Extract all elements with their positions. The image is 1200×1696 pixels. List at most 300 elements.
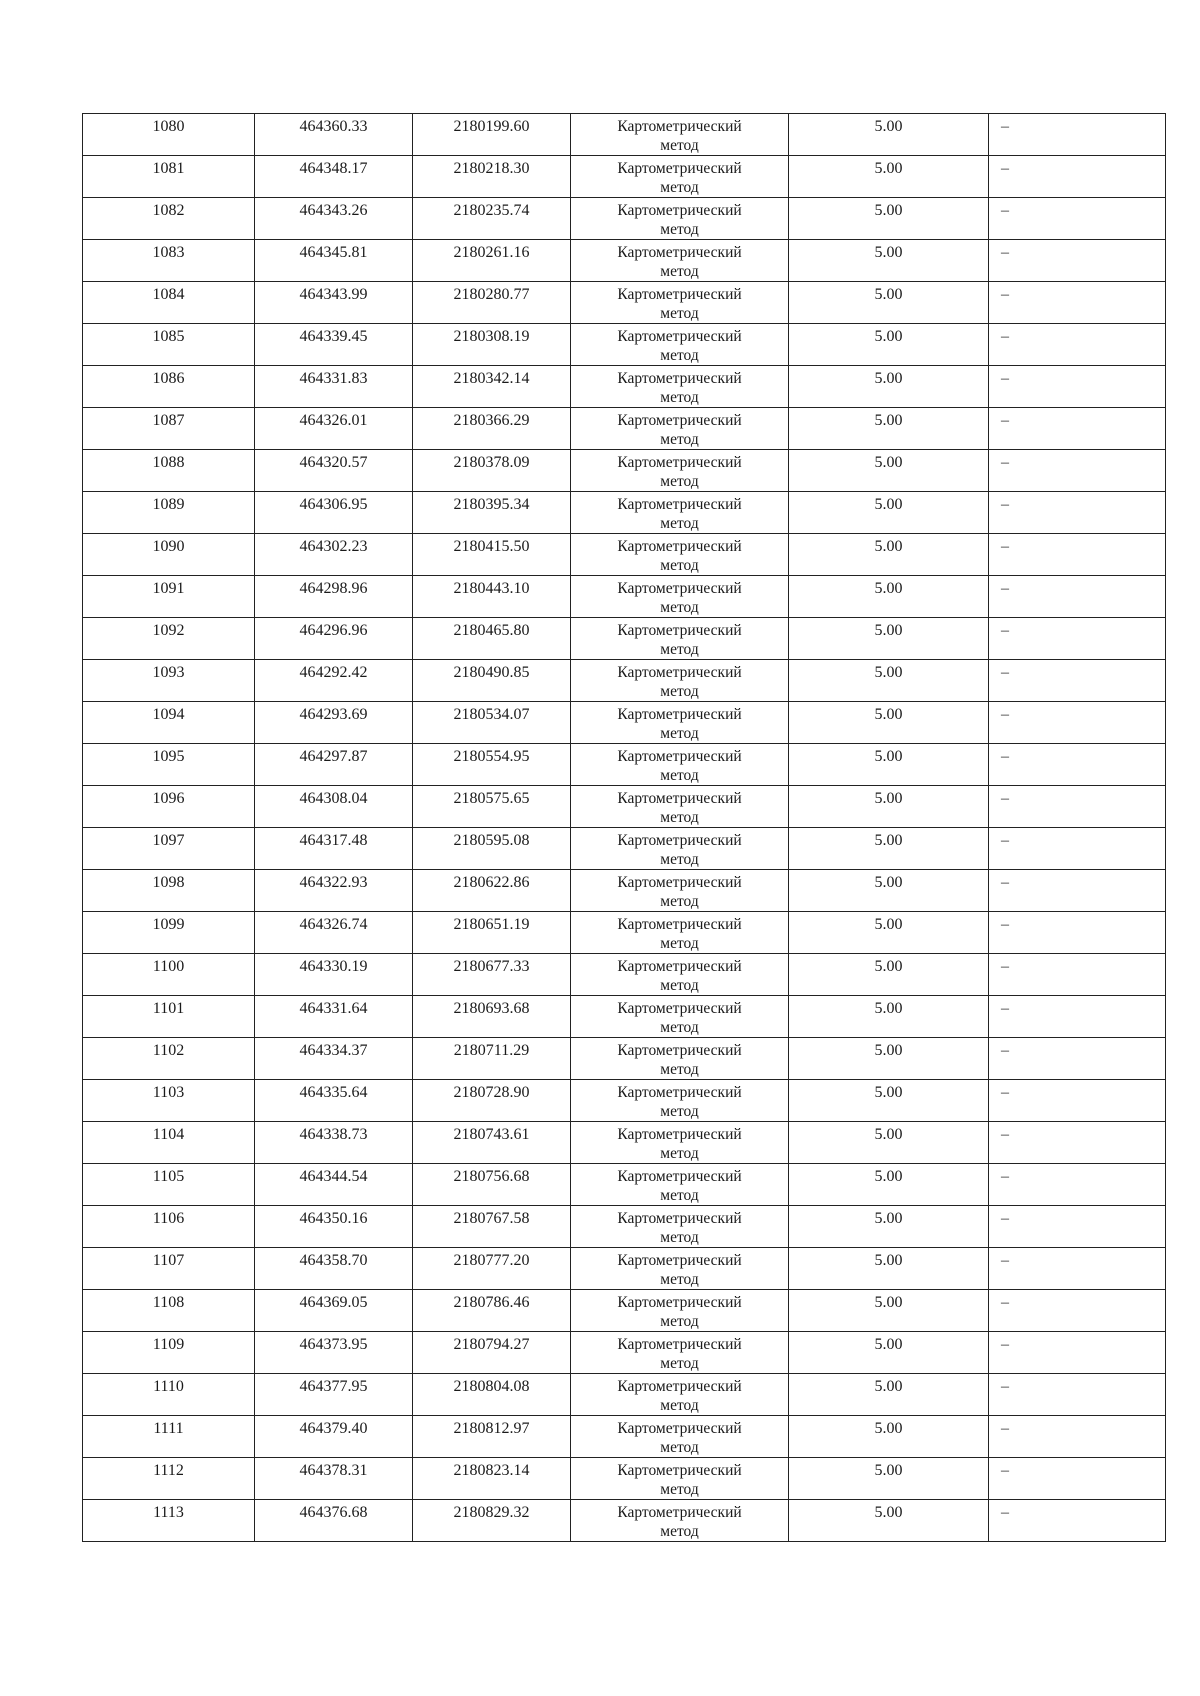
y-coordinate-cell: 2180218.30 bbox=[413, 156, 571, 198]
method-line-2: метод bbox=[660, 683, 699, 700]
note-cell: – bbox=[989, 114, 1166, 156]
table-row bbox=[83, 366, 1166, 408]
table-row bbox=[83, 1122, 1166, 1164]
y-coordinate-cell: 2180786.46 bbox=[413, 1290, 571, 1332]
x-coordinate-cell: 464343.99 bbox=[255, 282, 413, 324]
x-coordinate-cell: 464293.69 bbox=[255, 702, 413, 744]
method-cell bbox=[571, 660, 789, 702]
y-coordinate-cell: 2180378.09 bbox=[413, 450, 571, 492]
method-cell bbox=[571, 786, 789, 828]
x-coordinate-cell: 464326.74 bbox=[255, 912, 413, 954]
x-coordinate-cell: 464373.95 bbox=[255, 1332, 413, 1374]
table-row bbox=[83, 618, 1166, 660]
table-row bbox=[83, 744, 1166, 786]
method-cell bbox=[571, 618, 789, 660]
y-coordinate-cell: 2180235.74 bbox=[413, 198, 571, 240]
x-coordinate-cell: 464317.48 bbox=[255, 828, 413, 870]
table-row bbox=[83, 1500, 1166, 1542]
accuracy-cell: 5.00 bbox=[789, 996, 989, 1038]
point-number-cell: 1092 bbox=[83, 618, 255, 660]
method-line-2: метод bbox=[660, 1229, 699, 1246]
table-row bbox=[83, 1332, 1166, 1374]
note-cell: – bbox=[989, 618, 1166, 660]
x-coordinate-cell: 464306.95 bbox=[255, 492, 413, 534]
method-cell bbox=[571, 912, 789, 954]
point-number-cell: 1106 bbox=[83, 1206, 255, 1248]
accuracy-cell: 5.00 bbox=[789, 786, 989, 828]
accuracy-cell: 5.00 bbox=[789, 1122, 989, 1164]
note-cell: – bbox=[989, 870, 1166, 912]
accuracy-cell: 5.00 bbox=[789, 156, 989, 198]
point-number-cell: 1099 bbox=[83, 912, 255, 954]
table-row bbox=[83, 156, 1166, 198]
method-cell bbox=[571, 534, 789, 576]
point-number-cell: 1081 bbox=[83, 156, 255, 198]
x-coordinate-cell: 464298.96 bbox=[255, 576, 413, 618]
method-line-2: метод bbox=[660, 641, 699, 658]
point-number-cell: 1111 bbox=[83, 1416, 255, 1458]
point-number-cell: 1100 bbox=[83, 954, 255, 996]
method-cell bbox=[571, 1290, 789, 1332]
method-line-1: Картометрический bbox=[617, 1084, 742, 1101]
y-coordinate-cell: 2180308.19 bbox=[413, 324, 571, 366]
note-cell: – bbox=[989, 702, 1166, 744]
note-cell: – bbox=[989, 450, 1166, 492]
table-row bbox=[83, 954, 1166, 996]
method-cell bbox=[571, 114, 789, 156]
accuracy-cell: 5.00 bbox=[789, 1164, 989, 1206]
method-line-1: Картометрический bbox=[617, 1378, 742, 1395]
x-coordinate-cell: 464345.81 bbox=[255, 240, 413, 282]
y-coordinate-cell: 2180829.32 bbox=[413, 1500, 571, 1542]
method-line-2: метод bbox=[660, 977, 699, 994]
method-line-2: метод bbox=[660, 263, 699, 280]
table-row bbox=[83, 1248, 1166, 1290]
accuracy-cell: 5.00 bbox=[789, 324, 989, 366]
method-line-2: метод bbox=[660, 1439, 699, 1456]
note-cell: – bbox=[989, 954, 1166, 996]
note-cell: – bbox=[989, 534, 1166, 576]
table-row bbox=[83, 1206, 1166, 1248]
method-line-1: Картометрический bbox=[617, 832, 742, 849]
x-coordinate-cell: 464296.96 bbox=[255, 618, 413, 660]
x-coordinate-cell: 464292.42 bbox=[255, 660, 413, 702]
point-number-cell: 1082 bbox=[83, 198, 255, 240]
note-cell: – bbox=[989, 1164, 1166, 1206]
method-line-2: метод bbox=[660, 1397, 699, 1414]
y-coordinate-cell: 2180693.68 bbox=[413, 996, 571, 1038]
method-cell bbox=[571, 702, 789, 744]
point-number-cell: 1096 bbox=[83, 786, 255, 828]
note-cell: – bbox=[989, 1038, 1166, 1080]
x-coordinate-cell: 464302.23 bbox=[255, 534, 413, 576]
method-line-2: метод bbox=[660, 893, 699, 910]
point-number-cell: 1108 bbox=[83, 1290, 255, 1332]
table-row bbox=[83, 828, 1166, 870]
table-row bbox=[83, 786, 1166, 828]
method-cell bbox=[571, 1164, 789, 1206]
x-coordinate-cell: 464339.45 bbox=[255, 324, 413, 366]
method-line-2: метод bbox=[660, 809, 699, 826]
y-coordinate-cell: 2180812.97 bbox=[413, 1416, 571, 1458]
method-cell bbox=[571, 1500, 789, 1542]
method-line-2: метод bbox=[660, 431, 699, 448]
method-line-1: Картометрический bbox=[617, 1252, 742, 1269]
point-number-cell: 1089 bbox=[83, 492, 255, 534]
method-line-1: Картометрический bbox=[617, 160, 742, 177]
y-coordinate-cell: 2180794.27 bbox=[413, 1332, 571, 1374]
accuracy-cell: 5.00 bbox=[789, 954, 989, 996]
method-cell bbox=[571, 1248, 789, 1290]
x-coordinate-cell: 464350.16 bbox=[255, 1206, 413, 1248]
y-coordinate-cell: 2180415.50 bbox=[413, 534, 571, 576]
table-row bbox=[83, 408, 1166, 450]
point-number-cell: 1088 bbox=[83, 450, 255, 492]
x-coordinate-cell: 464334.37 bbox=[255, 1038, 413, 1080]
method-line-2: метод bbox=[660, 1061, 699, 1078]
table-row bbox=[83, 912, 1166, 954]
point-number-cell: 1113 bbox=[83, 1500, 255, 1542]
y-coordinate-cell: 2180280.77 bbox=[413, 282, 571, 324]
point-number-cell: 1098 bbox=[83, 870, 255, 912]
method-line-1: Картометрический bbox=[617, 580, 742, 597]
note-cell: – bbox=[989, 198, 1166, 240]
method-cell bbox=[571, 1416, 789, 1458]
method-line-1: Картометрический bbox=[617, 370, 742, 387]
method-cell bbox=[571, 1122, 789, 1164]
table-row bbox=[83, 1080, 1166, 1122]
table-row bbox=[83, 450, 1166, 492]
y-coordinate-cell: 2180490.85 bbox=[413, 660, 571, 702]
accuracy-cell: 5.00 bbox=[789, 1248, 989, 1290]
method-cell bbox=[571, 240, 789, 282]
method-line-1: Картометрический bbox=[617, 664, 742, 681]
table-row bbox=[83, 660, 1166, 702]
x-coordinate-cell: 464379.40 bbox=[255, 1416, 413, 1458]
method-cell bbox=[571, 1458, 789, 1500]
table-row bbox=[83, 534, 1166, 576]
accuracy-cell: 5.00 bbox=[789, 1038, 989, 1080]
accuracy-cell: 5.00 bbox=[789, 1374, 989, 1416]
accuracy-cell: 5.00 bbox=[789, 576, 989, 618]
accuracy-cell: 5.00 bbox=[789, 1458, 989, 1500]
method-cell bbox=[571, 450, 789, 492]
table-row bbox=[83, 1164, 1166, 1206]
method-line-2: метод bbox=[660, 851, 699, 868]
note-cell: – bbox=[989, 912, 1166, 954]
note-cell: – bbox=[989, 1248, 1166, 1290]
point-number-cell: 1094 bbox=[83, 702, 255, 744]
method-line-1: Картометрический bbox=[617, 1126, 742, 1143]
accuracy-cell: 5.00 bbox=[789, 450, 989, 492]
table-row bbox=[83, 1290, 1166, 1332]
note-cell: – bbox=[989, 660, 1166, 702]
method-line-1: Картометрический bbox=[617, 118, 742, 135]
x-coordinate-cell: 464378.31 bbox=[255, 1458, 413, 1500]
method-line-2: метод bbox=[660, 347, 699, 364]
method-cell bbox=[571, 996, 789, 1038]
accuracy-cell: 5.00 bbox=[789, 408, 989, 450]
method-line-2: метод bbox=[660, 557, 699, 574]
point-number-cell: 1107 bbox=[83, 1248, 255, 1290]
note-cell: – bbox=[989, 576, 1166, 618]
y-coordinate-cell: 2180443.10 bbox=[413, 576, 571, 618]
note-cell: – bbox=[989, 1206, 1166, 1248]
method-cell bbox=[571, 492, 789, 534]
y-coordinate-cell: 2180366.29 bbox=[413, 408, 571, 450]
method-line-1: Картометрический bbox=[617, 412, 742, 429]
accuracy-cell: 5.00 bbox=[789, 870, 989, 912]
y-coordinate-cell: 2180395.34 bbox=[413, 492, 571, 534]
point-number-cell: 1083 bbox=[83, 240, 255, 282]
method-line-1: Картометрический bbox=[617, 916, 742, 933]
accuracy-cell: 5.00 bbox=[789, 1080, 989, 1122]
accuracy-cell: 5.00 bbox=[789, 114, 989, 156]
y-coordinate-cell: 2180554.95 bbox=[413, 744, 571, 786]
y-coordinate-cell: 2180711.29 bbox=[413, 1038, 571, 1080]
y-coordinate-cell: 2180804.08 bbox=[413, 1374, 571, 1416]
accuracy-cell: 5.00 bbox=[789, 618, 989, 660]
note-cell: – bbox=[989, 156, 1166, 198]
note-cell: – bbox=[989, 828, 1166, 870]
table-row bbox=[83, 870, 1166, 912]
x-coordinate-cell: 464331.83 bbox=[255, 366, 413, 408]
method-line-1: Картометрический bbox=[617, 1336, 742, 1353]
method-cell bbox=[571, 828, 789, 870]
note-cell: – bbox=[989, 366, 1166, 408]
method-line-1: Картометрический bbox=[617, 496, 742, 513]
method-line-2: метод bbox=[660, 935, 699, 952]
method-cell bbox=[571, 324, 789, 366]
method-line-2: метод bbox=[660, 767, 699, 784]
method-cell bbox=[571, 954, 789, 996]
table-row bbox=[83, 702, 1166, 744]
method-line-2: метод bbox=[660, 1187, 699, 1204]
note-cell: – bbox=[989, 786, 1166, 828]
note-cell: – bbox=[989, 1122, 1166, 1164]
method-line-2: метод bbox=[660, 1271, 699, 1288]
y-coordinate-cell: 2180199.60 bbox=[413, 114, 571, 156]
y-coordinate-cell: 2180728.90 bbox=[413, 1080, 571, 1122]
x-coordinate-cell: 464320.57 bbox=[255, 450, 413, 492]
point-number-cell: 1085 bbox=[83, 324, 255, 366]
method-line-2: метод bbox=[660, 137, 699, 154]
method-line-1: Картометрический bbox=[617, 328, 742, 345]
method-line-1: Картометрический bbox=[617, 1504, 742, 1521]
y-coordinate-cell: 2180465.80 bbox=[413, 618, 571, 660]
y-coordinate-cell: 2180677.33 bbox=[413, 954, 571, 996]
method-line-2: метод bbox=[660, 1481, 699, 1498]
note-cell: – bbox=[989, 1458, 1166, 1500]
y-coordinate-cell: 2180622.86 bbox=[413, 870, 571, 912]
method-line-1: Картометрический bbox=[617, 244, 742, 261]
method-line-1: Картометрический bbox=[617, 1210, 742, 1227]
method-line-1: Картометрический bbox=[617, 286, 742, 303]
table-row bbox=[83, 198, 1166, 240]
method-line-1: Картометрический bbox=[617, 1042, 742, 1059]
method-line-1: Картометрический bbox=[617, 622, 742, 639]
method-cell bbox=[571, 198, 789, 240]
method-line-2: метод bbox=[660, 1313, 699, 1330]
method-line-1: Картометрический bbox=[617, 1420, 742, 1437]
y-coordinate-cell: 2180777.20 bbox=[413, 1248, 571, 1290]
coordinates-table bbox=[82, 113, 1166, 1542]
accuracy-cell: 5.00 bbox=[789, 1332, 989, 1374]
method-line-1: Картометрический bbox=[617, 454, 742, 471]
table-row bbox=[83, 1038, 1166, 1080]
method-line-1: Картометрический bbox=[617, 202, 742, 219]
table-row bbox=[83, 324, 1166, 366]
method-line-2: метод bbox=[660, 179, 699, 196]
y-coordinate-cell: 2180534.07 bbox=[413, 702, 571, 744]
note-cell: – bbox=[989, 1332, 1166, 1374]
method-line-1: Картометрический bbox=[617, 1000, 742, 1017]
point-number-cell: 1104 bbox=[83, 1122, 255, 1164]
method-line-2: метод bbox=[660, 389, 699, 406]
accuracy-cell: 5.00 bbox=[789, 282, 989, 324]
point-number-cell: 1091 bbox=[83, 576, 255, 618]
note-cell: – bbox=[989, 1374, 1166, 1416]
table-row bbox=[83, 1458, 1166, 1500]
y-coordinate-cell: 2180651.19 bbox=[413, 912, 571, 954]
x-coordinate-cell: 464343.26 bbox=[255, 198, 413, 240]
point-number-cell: 1086 bbox=[83, 366, 255, 408]
method-line-2: метод bbox=[660, 473, 699, 490]
y-coordinate-cell: 2180767.58 bbox=[413, 1206, 571, 1248]
method-cell bbox=[571, 1332, 789, 1374]
x-coordinate-cell: 464348.17 bbox=[255, 156, 413, 198]
x-coordinate-cell: 464322.93 bbox=[255, 870, 413, 912]
method-line-1: Картометрический bbox=[617, 790, 742, 807]
x-coordinate-cell: 464360.33 bbox=[255, 114, 413, 156]
method-cell bbox=[571, 156, 789, 198]
x-coordinate-cell: 464331.64 bbox=[255, 996, 413, 1038]
point-number-cell: 1101 bbox=[83, 996, 255, 1038]
note-cell: – bbox=[989, 1500, 1166, 1542]
note-cell: – bbox=[989, 1080, 1166, 1122]
x-coordinate-cell: 464344.54 bbox=[255, 1164, 413, 1206]
table-row bbox=[83, 1374, 1166, 1416]
x-coordinate-cell: 464297.87 bbox=[255, 744, 413, 786]
accuracy-cell: 5.00 bbox=[789, 1500, 989, 1542]
method-cell bbox=[571, 1038, 789, 1080]
point-number-cell: 1103 bbox=[83, 1080, 255, 1122]
accuracy-cell: 5.00 bbox=[789, 702, 989, 744]
table-row bbox=[83, 1416, 1166, 1458]
accuracy-cell: 5.00 bbox=[789, 240, 989, 282]
note-cell: – bbox=[989, 324, 1166, 366]
point-number-cell: 1080 bbox=[83, 114, 255, 156]
y-coordinate-cell: 2180595.08 bbox=[413, 828, 571, 870]
method-line-1: Картометрический bbox=[617, 1168, 742, 1185]
accuracy-cell: 5.00 bbox=[789, 912, 989, 954]
point-number-cell: 1093 bbox=[83, 660, 255, 702]
method-cell bbox=[571, 1080, 789, 1122]
method-cell bbox=[571, 1374, 789, 1416]
accuracy-cell: 5.00 bbox=[789, 492, 989, 534]
method-cell bbox=[571, 282, 789, 324]
method-line-1: Картометрический bbox=[617, 1294, 742, 1311]
accuracy-cell: 5.00 bbox=[789, 1416, 989, 1458]
accuracy-cell: 5.00 bbox=[789, 828, 989, 870]
note-cell: – bbox=[989, 744, 1166, 786]
note-cell: – bbox=[989, 996, 1166, 1038]
point-number-cell: 1084 bbox=[83, 282, 255, 324]
y-coordinate-cell: 2180342.14 bbox=[413, 366, 571, 408]
x-coordinate-cell: 464330.19 bbox=[255, 954, 413, 996]
note-cell: – bbox=[989, 1416, 1166, 1458]
method-line-2: метод bbox=[660, 221, 699, 238]
note-cell: – bbox=[989, 408, 1166, 450]
x-coordinate-cell: 464308.04 bbox=[255, 786, 413, 828]
method-line-2: метод bbox=[660, 305, 699, 322]
x-coordinate-cell: 464338.73 bbox=[255, 1122, 413, 1164]
accuracy-cell: 5.00 bbox=[789, 1206, 989, 1248]
method-line-2: метод bbox=[660, 725, 699, 742]
accuracy-cell: 5.00 bbox=[789, 198, 989, 240]
point-number-cell: 1087 bbox=[83, 408, 255, 450]
table-row bbox=[83, 492, 1166, 534]
point-number-cell: 1110 bbox=[83, 1374, 255, 1416]
method-cell bbox=[571, 366, 789, 408]
accuracy-cell: 5.00 bbox=[789, 1290, 989, 1332]
method-line-2: метод bbox=[660, 1103, 699, 1120]
y-coordinate-cell: 2180575.65 bbox=[413, 786, 571, 828]
x-coordinate-cell: 464335.64 bbox=[255, 1080, 413, 1122]
method-line-1: Картометрический bbox=[617, 1462, 742, 1479]
note-cell: – bbox=[989, 282, 1166, 324]
x-coordinate-cell: 464376.68 bbox=[255, 1500, 413, 1542]
x-coordinate-cell: 464377.95 bbox=[255, 1374, 413, 1416]
point-number-cell: 1109 bbox=[83, 1332, 255, 1374]
method-line-2: метод bbox=[660, 515, 699, 532]
table-row bbox=[83, 114, 1166, 156]
x-coordinate-cell: 464326.01 bbox=[255, 408, 413, 450]
point-number-cell: 1102 bbox=[83, 1038, 255, 1080]
table-row bbox=[83, 996, 1166, 1038]
note-cell: – bbox=[989, 240, 1166, 282]
method-line-2: метод bbox=[660, 599, 699, 616]
accuracy-cell: 5.00 bbox=[789, 534, 989, 576]
x-coordinate-cell: 464358.70 bbox=[255, 1248, 413, 1290]
method-line-2: метод bbox=[660, 1523, 699, 1540]
table-row bbox=[83, 282, 1166, 324]
method-line-2: метод bbox=[660, 1019, 699, 1036]
method-line-1: Картометрический bbox=[617, 706, 742, 723]
y-coordinate-cell: 2180823.14 bbox=[413, 1458, 571, 1500]
point-number-cell: 1095 bbox=[83, 744, 255, 786]
accuracy-cell: 5.00 bbox=[789, 744, 989, 786]
x-coordinate-cell: 464369.05 bbox=[255, 1290, 413, 1332]
method-cell bbox=[571, 1206, 789, 1248]
method-line-1: Картометрический bbox=[617, 874, 742, 891]
accuracy-cell: 5.00 bbox=[789, 366, 989, 408]
method-cell bbox=[571, 408, 789, 450]
y-coordinate-cell: 2180756.68 bbox=[413, 1164, 571, 1206]
table-row bbox=[83, 576, 1166, 618]
y-coordinate-cell: 2180743.61 bbox=[413, 1122, 571, 1164]
point-number-cell: 1112 bbox=[83, 1458, 255, 1500]
method-cell bbox=[571, 744, 789, 786]
method-line-2: метод bbox=[660, 1145, 699, 1162]
accuracy-cell: 5.00 bbox=[789, 660, 989, 702]
point-number-cell: 1090 bbox=[83, 534, 255, 576]
method-line-2: метод bbox=[660, 1355, 699, 1372]
note-cell: – bbox=[989, 492, 1166, 534]
method-cell bbox=[571, 870, 789, 912]
table-body bbox=[83, 114, 1166, 1542]
y-coordinate-cell: 2180261.16 bbox=[413, 240, 571, 282]
